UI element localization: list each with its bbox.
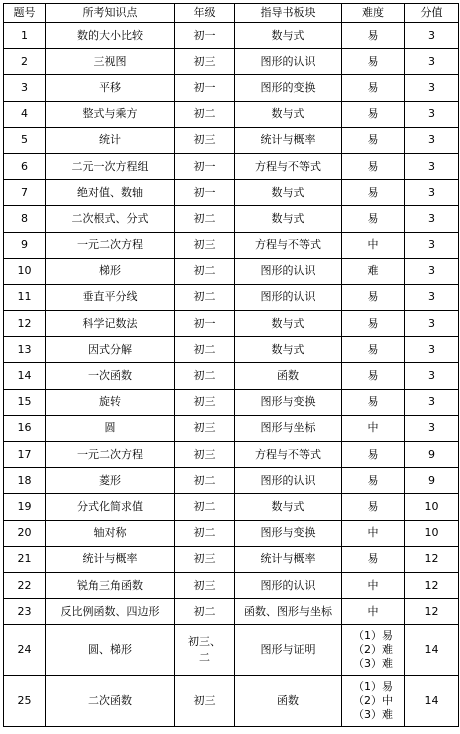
- cell-module: 图形的认识: [235, 468, 342, 494]
- difficulty-part-1: （1）易: [353, 629, 393, 643]
- cell-topic: 一元二次方程: [46, 442, 175, 468]
- cell-topic: 统计: [46, 127, 175, 153]
- cell-difficulty: 易: [342, 23, 405, 49]
- cell-difficulty: 易: [342, 337, 405, 363]
- cell-module: 图形的认识: [235, 49, 342, 75]
- cell-topic: 数的大小比较: [46, 23, 175, 49]
- cell-score: 14: [405, 625, 459, 676]
- cell-score: 12: [405, 599, 459, 625]
- cell-score: 3: [405, 311, 459, 337]
- cell-module: 图形的认识: [235, 258, 342, 284]
- cell-grade: 初一: [175, 23, 235, 49]
- cell-module: 方程与不等式: [235, 442, 342, 468]
- cell-num: 16: [4, 415, 46, 441]
- cell-module: 数与式: [235, 311, 342, 337]
- cell-num: 1: [4, 23, 46, 49]
- cell-num: 22: [4, 572, 46, 598]
- cell-topic: 菱形: [46, 468, 175, 494]
- cell-topic: 二次根式、分式: [46, 206, 175, 232]
- table-row: [4, 101, 459, 127]
- cell-num: 21: [4, 546, 46, 572]
- table-row: [4, 363, 459, 389]
- table-row: [4, 153, 459, 179]
- cell-topic: 绝对值、数轴: [46, 180, 175, 206]
- table-row: [4, 180, 459, 206]
- cell-score: 9: [405, 468, 459, 494]
- cell-difficulty: 易: [342, 546, 405, 572]
- difficulty-part-2: （2）难: [353, 643, 393, 657]
- cell-grade: 初二: [175, 599, 235, 625]
- cell-grade: 初二: [175, 101, 235, 127]
- table-row: [4, 520, 459, 546]
- cell-difficulty: 中: [342, 599, 405, 625]
- cell-difficulty: 易: [342, 311, 405, 337]
- cell-module: 图形与证明: [235, 625, 342, 676]
- cell-num: 15: [4, 389, 46, 415]
- cell-module: 数与式: [235, 180, 342, 206]
- cell-topic: 垂直平分线: [46, 284, 175, 310]
- cell-topic: 分式化简求值: [46, 494, 175, 520]
- cell-topic: 轴对称: [46, 520, 175, 546]
- cell-grade: 初一: [175, 180, 235, 206]
- cell-num: 14: [4, 363, 46, 389]
- cell-difficulty: 易: [342, 442, 405, 468]
- cell-score: 12: [405, 572, 459, 598]
- cell-topic: 一元二次方程: [46, 232, 175, 258]
- cell-score: 3: [405, 337, 459, 363]
- cell-difficulty: 易: [342, 180, 405, 206]
- cell-num: 10: [4, 258, 46, 284]
- cell-module: 图形与变换: [235, 389, 342, 415]
- cell-score: 3: [405, 232, 459, 258]
- difficulty-part-3: （3）难: [353, 657, 393, 671]
- exam-analysis-table: [3, 3, 459, 727]
- cell-module: 统计与概率: [235, 127, 342, 153]
- cell-topic: 二次函数: [46, 676, 175, 727]
- cell-score: 3: [405, 415, 459, 441]
- cell-difficulty: 易: [342, 101, 405, 127]
- cell-score: 12: [405, 546, 459, 572]
- cell-score: 9: [405, 442, 459, 468]
- cell-grade: 初一: [175, 153, 235, 179]
- cell-difficulty: 易: [342, 284, 405, 310]
- cell-difficulty: 难: [342, 258, 405, 284]
- table-row: [4, 468, 459, 494]
- cell-topic: 三视图: [46, 49, 175, 75]
- difficulty-part-1: （1）易: [353, 680, 393, 694]
- cell-topic: 平移: [46, 75, 175, 101]
- cell-score: 3: [405, 258, 459, 284]
- cell-difficulty: 易: [342, 389, 405, 415]
- cell-topic: 整式与乘方: [46, 101, 175, 127]
- cell-score: 3: [405, 101, 459, 127]
- cell-topic: 旋转: [46, 389, 175, 415]
- cell-grade: 初二: [175, 494, 235, 520]
- cell-score: 3: [405, 75, 459, 101]
- cell-module: 数与式: [235, 337, 342, 363]
- cell-module: 方程与不等式: [235, 232, 342, 258]
- cell-score: 10: [405, 494, 459, 520]
- cell-difficulty: 易: [342, 363, 405, 389]
- header-difficulty: 难度: [342, 4, 405, 23]
- cell-topic: 锐角三角函数: [46, 572, 175, 598]
- header-topic: 所考知识点: [46, 4, 175, 23]
- table-row: [4, 75, 459, 101]
- table-body: [4, 23, 459, 727]
- cell-grade: [175, 625, 235, 676]
- difficulty-part-3: （3）难: [353, 708, 393, 722]
- cell-score: 3: [405, 153, 459, 179]
- cell-num: 9: [4, 232, 46, 258]
- cell-score: 3: [405, 284, 459, 310]
- cell-num: 11: [4, 284, 46, 310]
- table-row: [4, 232, 459, 258]
- cell-grade: 初一: [175, 311, 235, 337]
- cell-difficulty: 易: [342, 494, 405, 520]
- table-row: [4, 442, 459, 468]
- grade-line-1: 初三、: [188, 635, 221, 649]
- header-num: 题号: [4, 4, 46, 23]
- cell-score: 10: [405, 520, 459, 546]
- cell-grade: 初三: [175, 442, 235, 468]
- cell-grade: 初三: [175, 415, 235, 441]
- difficulty-part-2: （2）中: [353, 694, 393, 708]
- cell-difficulty: 中: [342, 520, 405, 546]
- cell-num: 23: [4, 599, 46, 625]
- cell-grade: 初三: [175, 232, 235, 258]
- cell-score: 3: [405, 127, 459, 153]
- cell-grade: 初三: [175, 572, 235, 598]
- cell-grade: 初三: [175, 389, 235, 415]
- table-row: [4, 546, 459, 572]
- grade-line-2: 二: [199, 651, 210, 665]
- cell-module: 函数: [235, 676, 342, 727]
- cell-score: 14: [405, 676, 459, 727]
- cell-num: 2: [4, 49, 46, 75]
- cell-grade: 初三: [175, 546, 235, 572]
- cell-num: 3: [4, 75, 46, 101]
- table-row: [4, 572, 459, 598]
- cell-difficulty: 易: [342, 49, 405, 75]
- cell-difficulty: 易: [342, 206, 405, 232]
- cell-module: 图形与变换: [235, 520, 342, 546]
- cell-difficulty: 中: [342, 232, 405, 258]
- cell-topic: 反比例函数、四边形: [46, 599, 175, 625]
- cell-topic: 圆、梯形: [46, 625, 175, 676]
- cell-score: 3: [405, 206, 459, 232]
- cell-num: 12: [4, 311, 46, 337]
- cell-module: 函数: [235, 363, 342, 389]
- cell-difficulty: 易: [342, 468, 405, 494]
- cell-topic: 二元一次方程组: [46, 153, 175, 179]
- table-row: [4, 127, 459, 153]
- cell-difficulty: 中: [342, 415, 405, 441]
- table-row: [4, 337, 459, 363]
- table-row: [4, 415, 459, 441]
- cell-module: 数与式: [235, 23, 342, 49]
- cell-grade: 初一: [175, 75, 235, 101]
- cell-module: 统计与概率: [235, 546, 342, 572]
- cell-num: 18: [4, 468, 46, 494]
- table-row: [4, 311, 459, 337]
- cell-module: 图形的变换: [235, 75, 342, 101]
- cell-topic: 梯形: [46, 258, 175, 284]
- cell-grade: 初三: [175, 49, 235, 75]
- cell-grade: 初三: [175, 676, 235, 727]
- cell-grade: 初二: [175, 258, 235, 284]
- cell-module: 图形与坐标: [235, 415, 342, 441]
- table-row: [4, 284, 459, 310]
- cell-module: 图形的认识: [235, 572, 342, 598]
- header-score: 分值: [405, 4, 459, 23]
- cell-topic: 因式分解: [46, 337, 175, 363]
- cell-score: 3: [405, 363, 459, 389]
- cell-grade: 初二: [175, 520, 235, 546]
- cell-topic: 科学记数法: [46, 311, 175, 337]
- cell-score: 3: [405, 23, 459, 49]
- cell-grade: 初二: [175, 363, 235, 389]
- cell-num: 7: [4, 180, 46, 206]
- header-row: [4, 4, 459, 23]
- cell-difficulty: 中: [342, 572, 405, 598]
- cell-difficulty: 易: [342, 153, 405, 179]
- table-row: [4, 599, 459, 625]
- cell-module: 数与式: [235, 101, 342, 127]
- cell-num: 25: [4, 676, 46, 727]
- cell-score: 3: [405, 180, 459, 206]
- cell-difficulty: 易: [342, 75, 405, 101]
- cell-module: 方程与不等式: [235, 153, 342, 179]
- cell-num: 24: [4, 625, 46, 676]
- cell-num: 4: [4, 101, 46, 127]
- table-row: [4, 494, 459, 520]
- cell-grade: 初二: [175, 468, 235, 494]
- cell-num: 6: [4, 153, 46, 179]
- cell-difficulty: 易: [342, 127, 405, 153]
- cell-topic: 圆: [46, 415, 175, 441]
- cell-num: 17: [4, 442, 46, 468]
- cell-grade: 初二: [175, 337, 235, 363]
- table-row: [4, 206, 459, 232]
- header-grade: 年级: [175, 4, 235, 23]
- cell-num: 8: [4, 206, 46, 232]
- cell-grade: 初二: [175, 206, 235, 232]
- cell-module: 数与式: [235, 206, 342, 232]
- cell-module: 图形的认识: [235, 284, 342, 310]
- cell-module: 数与式: [235, 494, 342, 520]
- table-row: [4, 49, 459, 75]
- cell-score: 3: [405, 389, 459, 415]
- cell-grade: 初二: [175, 284, 235, 310]
- cell-num: 13: [4, 337, 46, 363]
- table-row-25: [4, 676, 459, 727]
- cell-difficulty: [342, 676, 405, 727]
- header-module: 指导书板块: [235, 4, 342, 23]
- cell-module: 函数、图形与坐标: [235, 599, 342, 625]
- cell-num: 20: [4, 520, 46, 546]
- cell-difficulty: [342, 625, 405, 676]
- cell-topic: 一次函数: [46, 363, 175, 389]
- table-row: [4, 258, 459, 284]
- cell-num: 19: [4, 494, 46, 520]
- table-row: [4, 389, 459, 415]
- cell-topic: 统计与概率: [46, 546, 175, 572]
- cell-num: 5: [4, 127, 46, 153]
- cell-score: 3: [405, 49, 459, 75]
- table-row: [4, 23, 459, 49]
- table-row-24: [4, 625, 459, 676]
- cell-grade: 初三: [175, 127, 235, 153]
